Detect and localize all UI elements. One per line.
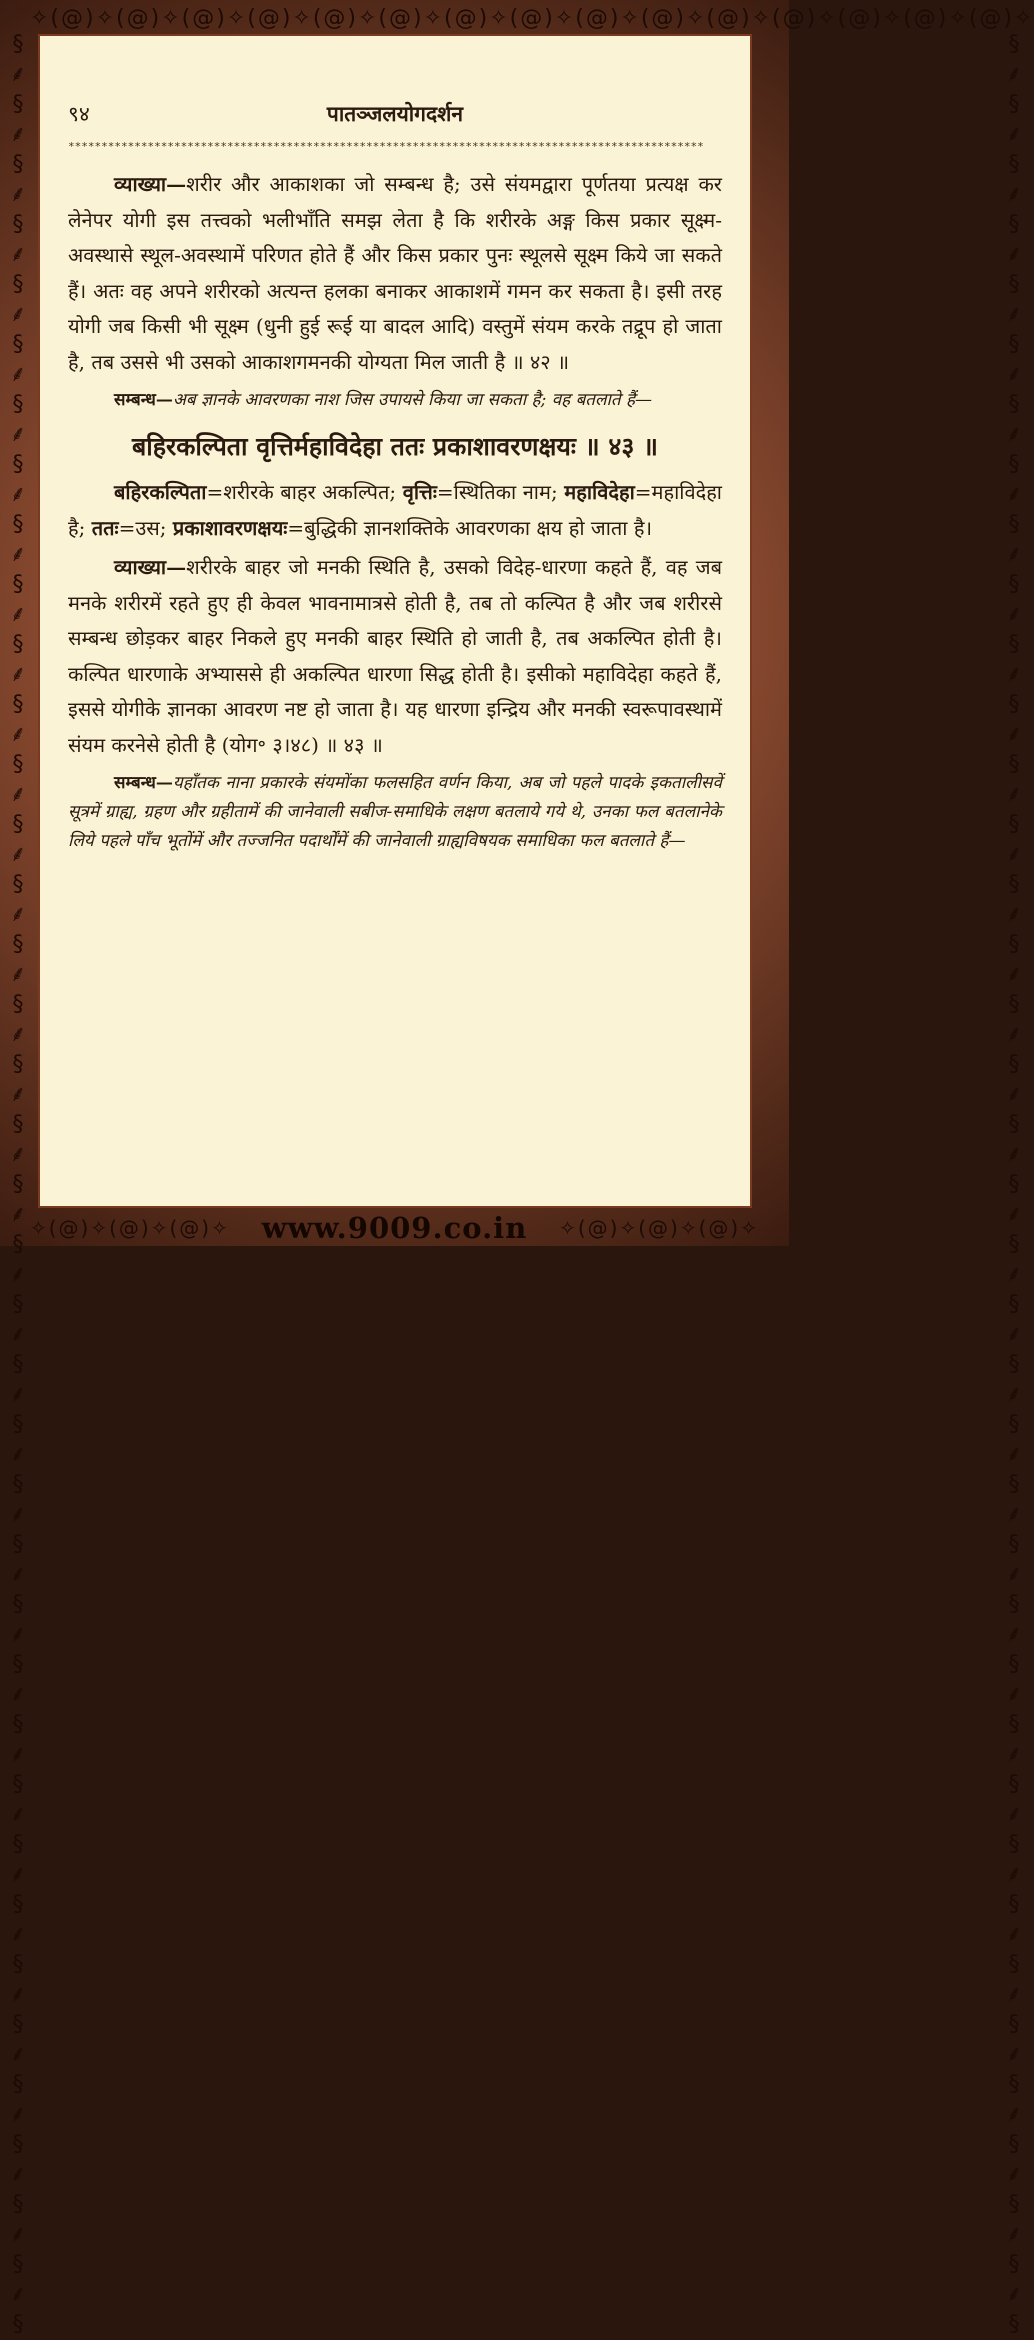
bottom-right-ornament: ✧(@)✧(@)✧(@)✧ <box>559 1216 759 1240</box>
commentary-text: शरीरके बाहर जो मनकी स्थिति है, उसको विदेह-धारणा कहते हैं, वह जब मनके शरीरमें रहते हुए ही केवल भावनामात्रसे होती है, तब तो कल्पित है और जब शरीरसे सम्बन्ध छोड़कर बाहर निकले हुए मनकी बाहर स्थिति हो जाती है, तब अकल्पित होती है। कल्पित धारणाके अभ्याससे ही अकल्पित धारणा सिद्ध होती है। इसीको महाविदेहा कहते हैं, इससे योगीके ज्ञानका आवरण नष्ट हो जाता है। यह धारणा इन्द्रिय और मनकी स्वरूपावस्थामें संयम करनेसे होती है (योग॰ ३।४८) ॥ ४३ ॥ <box>68 555 722 757</box>
term-1: बहिरकल्पिता <box>114 480 207 504</box>
commentary-paragraph-42 <box>68 167 722 380</box>
term-3: महाविदेहा <box>564 480 635 504</box>
context-paragraph-2 <box>68 769 722 856</box>
commentary-label: व्याख्या— <box>114 555 187 579</box>
commentary-paragraph-43 <box>68 550 722 763</box>
meaning-5: =बुद्धिकी ज्ञानशक्तिके आवरणका क्षय हो जाता है। <box>287 515 653 540</box>
border-right-ornament: § ⸙ § ⸙ § ⸙ § ⸙ § ⸙ § ⸙ § ⸙ § ⸙ § ⸙ § ⸙ § ⸙ § ⸙ § ⸙ § ⸙ § ⸙ § ⸙ § ⸙ § ⸙ § ⸙ § ⸙ § ⸙ § ⸙ § ⸙ § ⸙ § ⸙ § ⸙ § ⸙ § ⸙ § ⸙ § ⸙ § ⸙ § ⸙ § ⸙ § ⸙ § ⸙ § ⸙ § ⸙ § ⸙ § <box>1005 32 1025 2337</box>
meaning-2: =स्थितिका नाम; <box>436 480 565 504</box>
context-paragraph-1 <box>68 386 722 415</box>
running-title: पातञ्जलयोगदर्शन <box>326 101 464 126</box>
term-2: वृत्तिः <box>402 480 437 504</box>
context-label: सम्बन्ध— <box>114 773 173 793</box>
border-left-ornament: § ⸙ § ⸙ § ⸙ § ⸙ § ⸙ § ⸙ § ⸙ § ⸙ § ⸙ § ⸙ § ⸙ § ⸙ § ⸙ § ⸙ § ⸙ § ⸙ § ⸙ § ⸙ § ⸙ § ⸙ § ⸙ § ⸙ § ⸙ § ⸙ § ⸙ § ⸙ § ⸙ § ⸙ § ⸙ § ⸙ § ⸙ § ⸙ § ⸙ § ⸙ § ⸙ § ⸙ § ⸙ § ⸙ § <box>9 32 29 2337</box>
context-text: यहाँतक नाना प्रकारके संयमोंका फलसहित वर्णन किया, अब जो पहले पादके इकतालीसवें सूत्रमें ग्राह्य, ग्रहण और ग्रहीतामें की जानेवाली सबीज-समाधिके लक्षण बतलाये गये थे, उनका फल बतलानेके लिये पहले पाँच भूतोंमें और तज्जनित पदार्थोंमें की जानेवाली ग्राह्यविषयक समाधिका फल बतलाते हैं— <box>68 773 722 851</box>
asterisk-rule: ************************************************************************************************ <box>68 140 704 153</box>
context-label: सम्बन्ध— <box>114 390 173 410</box>
context-text: अब ज्ञानके आवरणका नाश जिस उपायसे किया जा सकता है; वह बतलाते हैं— <box>172 390 653 410</box>
meaning-4: =उस; <box>118 515 173 540</box>
sutra-43: बहिरकल्पिता वृत्तिर्महाविदेहा ततः प्रकाशावरणक्षयः ॥ ४३ ॥ <box>131 432 659 461</box>
meaning-3: =महाविदेहा है; <box>68 480 722 540</box>
commentary-label: व्याख्या— <box>114 172 187 196</box>
word-meanings <box>68 475 722 546</box>
bottom-bar <box>30 1210 759 1246</box>
bottom-left-ornament: ✧(@)✧(@)✧(@)✧ <box>30 1216 230 1240</box>
page-number: ९४ <box>68 102 90 126</box>
book-page <box>38 34 752 1208</box>
page-content <box>68 100 722 856</box>
site-url-watermark: www.9009.co.in <box>261 1211 528 1245</box>
border-top-ornament: ✧(@)✧(@)✧(@)✧(@)✧(@)✧(@)✧(@)✧(@)✧(@)✧(@)✧(@)✧(@)✧(@)✧(@)✧(@)✧ <box>30 6 1034 31</box>
meaning-1: =शरीरके बाहर अकल्पित; <box>206 480 403 504</box>
page-header <box>68 100 722 128</box>
commentary-text: शरीर और आकाशका जो सम्बन्ध है; उसे संयमद्वारा पूर्णतया प्रत्यक्ष कर लेनेपर योगी इस तत्त्वको भलीभाँति समझ लेता है कि शरीरके अङ्ग किस प्रकार सूक्ष्म-अवस्थासे स्थूल-अवस्थामें परिणत होते हैं और किस प्रकार पुनः स्थूलसे सूक्ष्म किये जा सकते हैं। अतः वह अपने शरीरको अत्यन्त हलका बनाकर आकाशमें गमन कर सकता है। इसी तरह योगी जब किसी भी सूक्ष्म (धुनी हुई रूई या बादल आदि) वस्तुमें संयम करके तद्रूप हो जाता है, तब उससे भी उसको आकाशगमनकी योग्यता मिल जाती है ॥ ४२ ॥ <box>68 172 722 374</box>
term-4: ततः <box>91 515 119 540</box>
term-5: प्रकाशावरणक्षयः <box>172 515 288 540</box>
